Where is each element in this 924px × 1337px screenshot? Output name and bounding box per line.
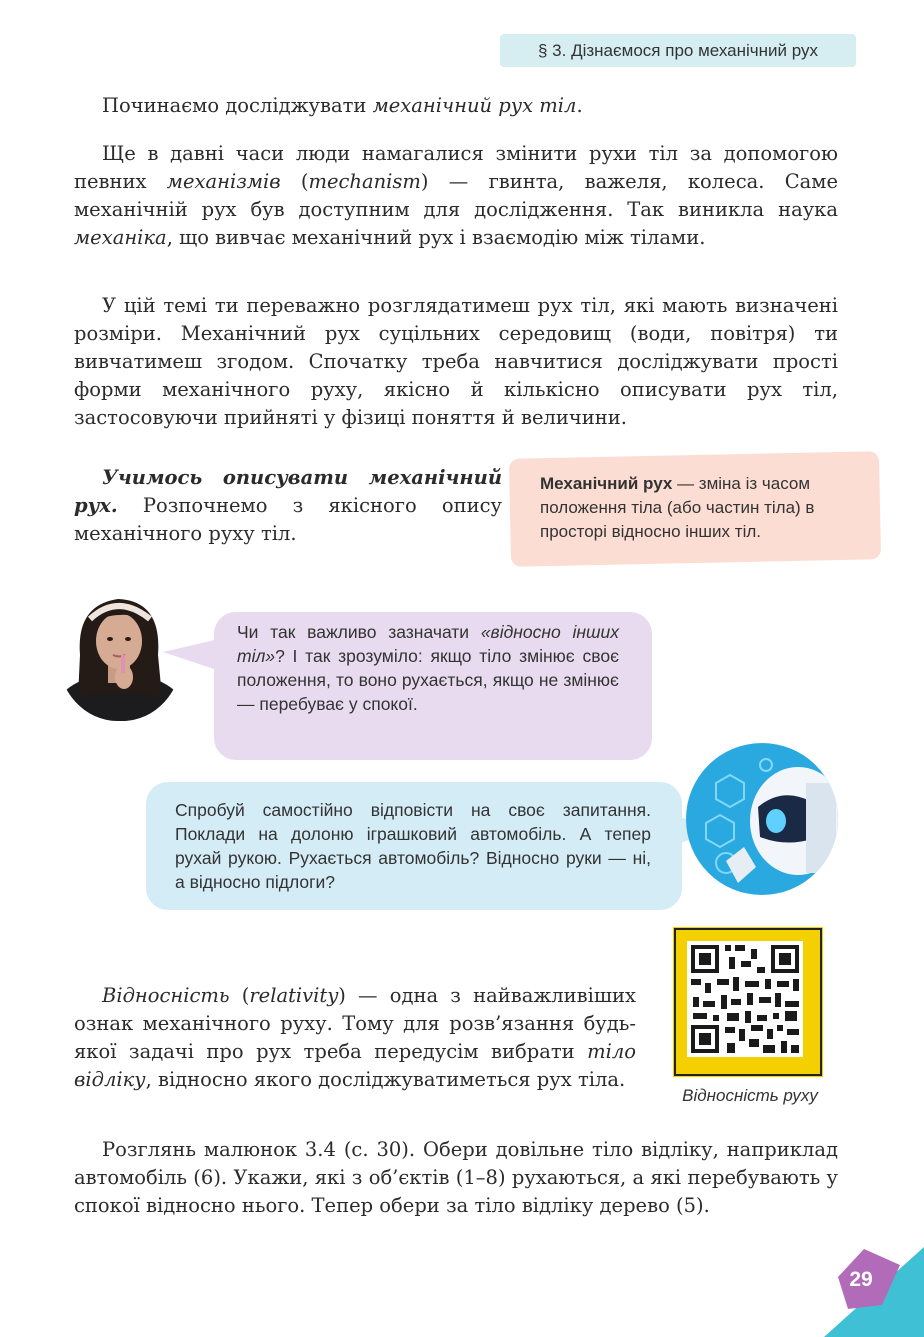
section-title: § 3. Дізнаємося про механічний рух	[537, 40, 818, 60]
girl-speech-term: «відносно інших тіл»	[237, 622, 619, 666]
robot-speech-text: Спробуй самостійно відповісти на своє запитання. Поклади на долоню іграшковий автомобіль. А тепер рухай рукою. Рухається автомобіль? Відносно руки — ні, а відносно підлоги?	[175, 800, 651, 892]
page-corner-decoration	[824, 1247, 924, 1337]
qr-caption: Відносність руху	[682, 1086, 818, 1105]
term-mechanism-en: mechanism	[308, 170, 421, 193]
intro-paragraph-1: Починаємо досліджувати механічний рух тіл.	[102, 94, 583, 117]
learning-paragraph: Учимось описувати механічний рух. Розпочнемо з якісного опису механічного руху тіл.	[74, 466, 502, 545]
intro-paragraph-2: Ще в давні часи люди намагалися змінити рухи тіл за допомогою певних механізмів (mechanism) — гвинта, важеля, колеса. Саме механічній рух був доступним для дослідження. Так виникла наука механіка, що вивчає механічний рух і взаємодію між тілами.	[74, 142, 838, 249]
definition-term: Механічний рух	[540, 474, 673, 493]
learning-heading: Учимось описувати механічний рух.	[74, 466, 502, 517]
term-mechanisms: механізмів	[166, 170, 281, 193]
page-number: 29	[849, 1268, 873, 1291]
term-mechanical-motion: механічний рух тіл	[372, 94, 577, 117]
term-mechanics: механіка	[74, 226, 167, 249]
task-paragraph: Розглянь малюнок 3.4 (с. 30). Обери довільне тіло відліку, наприклад автомобіль (6). Укажи, які з об’єктів (1–8) рухаються, а які перебувають у спокої відносно нього. Тепер обери за тіло відліку дерево (5).	[74, 1138, 838, 1217]
term-relativity: Відносність	[102, 984, 230, 1007]
definition-text: Механічний рух — зміна із часом положення тіла (або частин тіла) в просторі відносно інших тіл.	[540, 474, 815, 541]
girl-speech-text: Чи так важливо зазначати «відносно інших тіл»? І так зрозуміло: якщо тіло змінює своє положення, то воно рухається, якщо не змінює — перебуває у спокої.	[237, 622, 619, 714]
term-relativity-en: relativity	[249, 984, 339, 1007]
robot-avatar	[686, 743, 838, 895]
intro-paragraph-3: У цій темі ти переважно розглядатимеш рух тіл, які мають визначені розміри. Механічний рух суцільних середовищ (води, повітря) ти вивчатимеш згодом. Спочатку треба навчитися досліджувати прості форми механічного руху, якісно й кількісно описувати рух тіл, застосовуючи прийняті у фізиці поняття й величини.	[74, 294, 838, 429]
relativity-paragraph: Відносність (relativity) — одна з найважливіших ознак механічного руху. Тому для розв’язання будь-якої задачі про рух треба передусім вибрати тіло відліку, відносно якого досліджуватиметься рух тіла.	[74, 984, 636, 1091]
term-reference-body: тіло відліку	[74, 1040, 636, 1091]
qr-code[interactable]	[673, 927, 823, 1077]
section-header-tag	[500, 34, 856, 67]
